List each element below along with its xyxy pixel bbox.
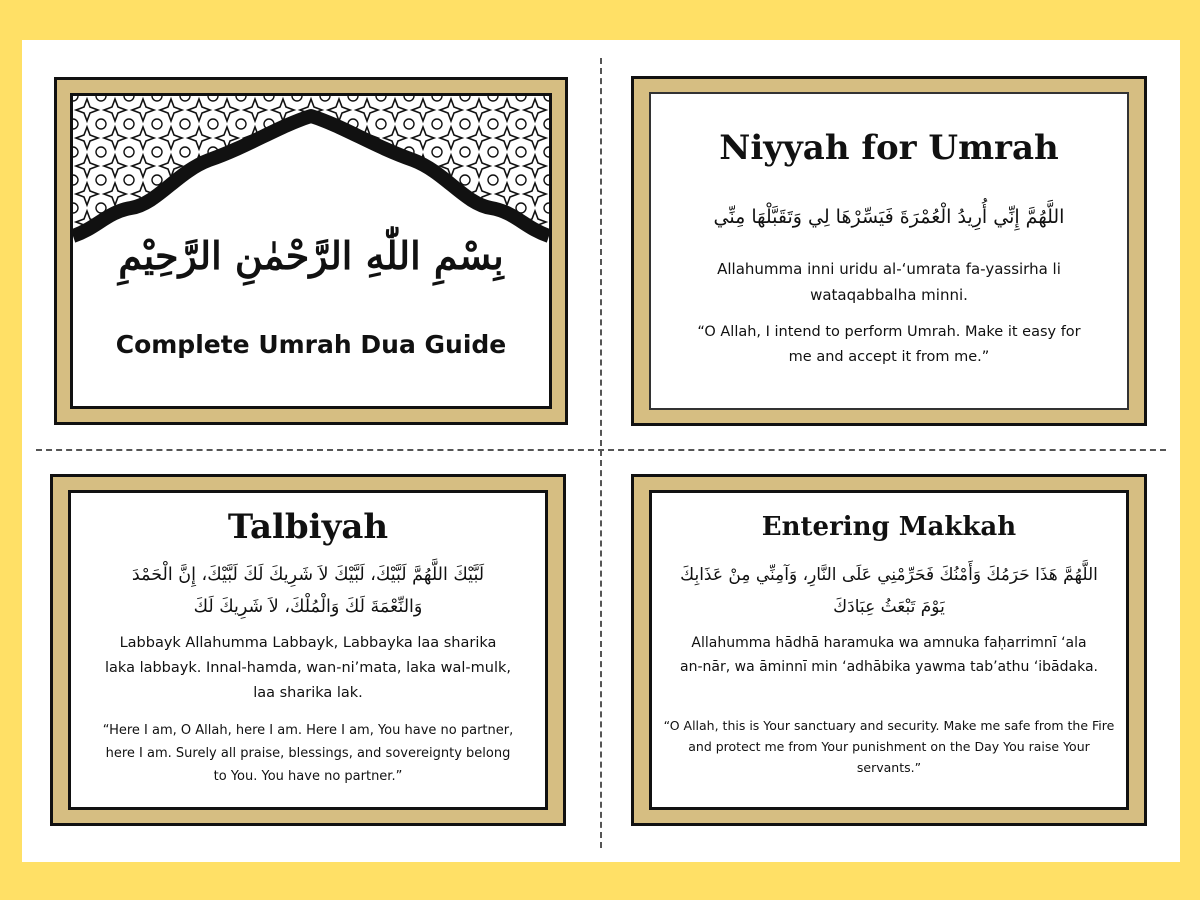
card-arabic-text: اللَّهُمَّ إِنِّي أُرِيدُ الْعُمْرَةَ فَيَسِّرْهَا لِي وَتَقَبَّلْهَا مِنِّي	[713, 206, 1065, 228]
niyyah-card-inner	[649, 92, 1129, 410]
entering-makkah-card-inner	[649, 490, 1129, 810]
niyyah-card	[631, 76, 1147, 426]
card-title: Entering Makkah	[761, 512, 1017, 542]
cover-title: Complete Umrah Dua Guide	[115, 330, 507, 359]
cover-card	[54, 77, 568, 425]
card-transliteration: Allahumma hādhā haramuka wa amnuka faḥarrimnī ‘ala an-nār, wa āminnī min ‘adhābika yawma tab’athu ‘ibādaka.	[680, 635, 1098, 675]
card-transliteration: Allahumma inni uridu al-‘umrata fa-yassirha li wataqabbalha minni.	[717, 260, 1061, 304]
card-arabic-text: لَبَّيْكَ اللَّهُمَّ لَبَّيْكَ، لَبَّيْكَ لاَ شَرِيكَ لَكَ لَبَّيْكَ، إِنَّ الْحَمْدَ وَالنِّعْمَةَ لَكَ وَالْمُلْكَ، لاَ شَرِيكَ لَكَ	[131, 565, 485, 617]
entering-makkah-card	[631, 474, 1147, 826]
card-title: Talbiyah	[227, 507, 389, 547]
vertical-cut-line	[600, 58, 602, 848]
card-translation: “O Allah, this is Your sanctuary and security. Make me safe from the Fire and protect me from Your punishment on the Day You raise Your servants.”	[663, 718, 1115, 775]
printable-sheet	[22, 40, 1180, 862]
card-title: Niyyah for Umrah	[719, 128, 1059, 168]
card-translation: “O Allah, I intend to perform Umrah. Make it easy for me and accept it from me.”	[697, 324, 1081, 365]
horizontal-cut-line	[36, 449, 1166, 451]
card-translation: “Here I am, O Allah, here I am. Here I am, You have no partner, here I am. Surely all praise, blessings, and sovereignty belong to You. You have no partner.”	[102, 723, 514, 784]
talbiyah-card	[50, 474, 566, 826]
cover-card-inner	[70, 93, 552, 409]
card-arabic-text: اللَّهُمَّ هَذَا حَرَمُكَ وَأَمْنُكَ فَحَرِّمْنِي عَلَى النَّارِ، وَآمِنِّي مِنْ عَذَابِكَ يَوْمَ تَبْعَثُ عِبَادَكَ	[680, 565, 1098, 617]
talbiyah-card-inner	[68, 490, 548, 810]
bismillah-calligraphy: بِسْمِ اللّٰهِ الرَّحْمٰنِ الرَّحِيْمِ	[118, 233, 504, 278]
card-transliteration: Labbayk Allahumma Labbayk, Labbayka laa sharika laka labbayk. Innal-hamda, wan-ni’mata, laka wal-mulk, laa sharika lak.	[105, 635, 511, 701]
